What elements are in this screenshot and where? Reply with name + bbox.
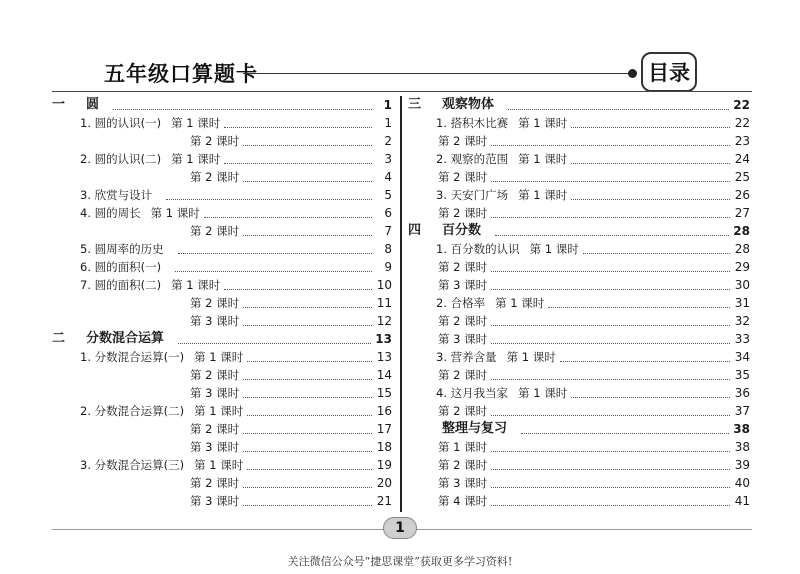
toc-section-row[interactable] xyxy=(52,330,392,348)
leader-dots xyxy=(243,307,372,308)
leader-dots xyxy=(508,109,729,110)
lesson-label: 第 2 课时 xyxy=(190,296,240,310)
toc-entry-row[interactable] xyxy=(52,258,392,276)
entry-title: 5. 圆周率的历史 xyxy=(80,242,164,256)
toc-entry-row[interactable] xyxy=(52,132,392,150)
toc-entry-row[interactable] xyxy=(408,168,750,186)
toc-entry-row[interactable] xyxy=(52,312,392,330)
entry-title: 6. 圆的面积(一) xyxy=(80,260,162,274)
page-ref: 14 xyxy=(376,368,392,382)
entry-title: 3. 天安门广场 xyxy=(436,188,509,202)
leader-dots xyxy=(491,451,730,452)
leader-dots xyxy=(491,181,730,182)
leader-dots xyxy=(495,235,729,236)
section-number: 一 xyxy=(52,97,66,112)
toc-entry-row[interactable] xyxy=(408,204,750,222)
entry-title: 2. 观察的范围 xyxy=(436,152,509,166)
lesson-label: 第 2 课时 xyxy=(190,170,240,184)
leader-dots xyxy=(571,397,730,398)
leader-dots xyxy=(491,343,730,344)
page-ref: 28 xyxy=(733,224,750,238)
page-ref: 22 xyxy=(733,98,750,112)
toc-left-column xyxy=(52,96,392,510)
page-ref: 17 xyxy=(376,422,392,436)
page-ref: 41 xyxy=(734,494,750,508)
toc-title: 目录 xyxy=(641,52,697,92)
leader-dots xyxy=(243,505,372,506)
section-title: 百分数 xyxy=(442,223,482,238)
toc-entry-row[interactable] xyxy=(408,402,750,420)
page-number: 1 xyxy=(383,517,417,539)
leader-dots xyxy=(491,271,730,272)
leader-dots xyxy=(521,433,729,434)
page-ref: 28 xyxy=(734,242,750,256)
leader-dots xyxy=(166,199,372,200)
leader-dots xyxy=(491,379,730,380)
lesson-label: 第 2 课时 xyxy=(438,368,488,382)
toc-entry-row[interactable] xyxy=(52,420,392,438)
toc-entry-row[interactable] xyxy=(52,240,392,258)
page-ref: 33 xyxy=(734,332,750,346)
toc-right-column xyxy=(408,96,750,510)
entry-title: 2. 合格率 xyxy=(436,296,486,310)
section-title: 圆 xyxy=(86,97,100,112)
leader-dots xyxy=(224,163,372,164)
toc-entry-row[interactable] xyxy=(52,456,392,474)
page-ref: 16 xyxy=(376,404,392,418)
leader-dots xyxy=(583,253,730,254)
toc-entry-row[interactable] xyxy=(52,294,392,312)
leader-dots xyxy=(243,433,372,434)
page-ref: 19 xyxy=(376,458,392,472)
entry-title: 7. 圆的面积(二) xyxy=(80,278,162,292)
leader-dots xyxy=(571,199,730,200)
leader-dots xyxy=(175,271,372,272)
toc-entry-row[interactable] xyxy=(408,474,750,492)
leader-dots xyxy=(224,127,372,128)
lesson-label: 第 2 课时 xyxy=(438,458,488,472)
section-number: 二 xyxy=(52,331,66,346)
page-ref: 9 xyxy=(384,260,392,274)
lesson-label: 第 1 课时 xyxy=(171,278,221,292)
page-ref: 26 xyxy=(734,188,750,202)
lesson-label: 第 1 课时 xyxy=(194,350,244,364)
lesson-label: 第 2 课时 xyxy=(438,404,488,418)
lesson-label: 第 2 课时 xyxy=(190,134,240,148)
toc-entry-row[interactable] xyxy=(52,348,392,366)
lesson-label: 第 1 课时 xyxy=(506,350,556,364)
page-ref: 29 xyxy=(734,260,750,274)
lesson-label: 第 2 课时 xyxy=(438,170,488,184)
lesson-label: 第 1 课时 xyxy=(529,242,579,256)
page-ref: 6 xyxy=(384,206,392,220)
leader-dots xyxy=(491,145,730,146)
lesson-label: 第 1 课时 xyxy=(518,386,568,400)
toc-entry-row[interactable] xyxy=(408,456,750,474)
lesson-label: 第 1 课时 xyxy=(518,116,568,130)
leader-dots xyxy=(243,379,372,380)
toc-section-row[interactable] xyxy=(408,222,750,240)
toc-section-row[interactable] xyxy=(52,96,392,114)
leader-dots xyxy=(560,361,730,362)
entry-title: 1. 圆的认识(一) xyxy=(80,116,162,130)
leader-dots xyxy=(243,235,372,236)
header-rule xyxy=(243,73,633,74)
toc-entry-row[interactable] xyxy=(408,258,750,276)
toc-entry-row[interactable] xyxy=(408,240,750,258)
leader-dots xyxy=(243,487,372,488)
lesson-label: 第 2 课时 xyxy=(190,422,240,436)
lesson-label: 第 3 课时 xyxy=(438,332,488,346)
toc-entry-row[interactable] xyxy=(52,492,392,510)
entry-title: 2. 圆的认识(二) xyxy=(80,152,162,166)
page-ref: 12 xyxy=(376,314,392,328)
entry-title: 4. 圆的周长 xyxy=(80,206,141,220)
toc-entry-row[interactable] xyxy=(52,114,392,132)
page-ref: 25 xyxy=(734,170,750,184)
toc-entry-row[interactable] xyxy=(408,366,750,384)
section-number: 四 xyxy=(408,223,422,238)
page-ref: 27 xyxy=(734,206,750,220)
page-ref: 20 xyxy=(376,476,392,490)
lesson-label: 第 1 课时 xyxy=(171,152,221,166)
leader-dots xyxy=(204,217,372,218)
toc-entry-row[interactable] xyxy=(408,330,750,348)
entry-title: 3. 营养含量 xyxy=(436,350,497,364)
toc-entry-row[interactable] xyxy=(408,492,750,510)
page-ref: 8 xyxy=(384,242,392,256)
leader-dots xyxy=(243,181,372,182)
leader-dots xyxy=(247,415,372,416)
toc-entry-row[interactable] xyxy=(408,132,750,150)
leader-dots xyxy=(571,127,730,128)
entry-title: 1. 分数混合运算(一) xyxy=(80,350,185,364)
entry-title: 3. 欣赏与设计 xyxy=(80,188,153,202)
lesson-label: 第 3 课时 xyxy=(190,440,240,454)
toc-section-row[interactable] xyxy=(408,420,750,438)
toc-entry-row[interactable] xyxy=(408,348,750,366)
page-ref: 1 xyxy=(384,116,392,130)
toc-entry-row[interactable] xyxy=(408,186,750,204)
lesson-label: 第 2 课时 xyxy=(438,206,488,220)
page-ref: 38 xyxy=(734,440,750,454)
lesson-label: 第 2 课时 xyxy=(438,314,488,328)
toc-entry-row[interactable] xyxy=(408,438,750,456)
lesson-label: 第 2 课时 xyxy=(190,368,240,382)
lesson-label: 第 3 课时 xyxy=(190,494,240,508)
lesson-label: 第 1 课时 xyxy=(518,188,568,202)
toc-entry-row[interactable] xyxy=(52,276,392,294)
section-title: 观察物体 xyxy=(442,97,495,112)
leader-dots xyxy=(178,343,371,344)
toc-entry-row[interactable] xyxy=(408,150,750,168)
entry-title: 1. 百分数的认识 xyxy=(436,242,520,256)
toc-section-row[interactable] xyxy=(408,96,750,114)
toc-entry-row[interactable] xyxy=(52,474,392,492)
lesson-label: 第 3 课时 xyxy=(190,386,240,400)
page-ref: 18 xyxy=(376,440,392,454)
section-title: 整理与复习 xyxy=(442,421,508,436)
toc-entry-row[interactable] xyxy=(408,276,750,294)
footer-note: 关注微信公众号“捷思课堂”获取更多学习资料! xyxy=(287,555,513,568)
page-ref: 5 xyxy=(384,188,392,202)
lesson-label: 第 1 课时 xyxy=(518,152,568,166)
entry-title: 3. 分数混合运算(三) xyxy=(80,458,185,472)
lesson-label: 第 1 课时 xyxy=(150,206,200,220)
lesson-label: 第 3 课时 xyxy=(438,278,488,292)
page-ref: 13 xyxy=(376,350,392,364)
leader-dots xyxy=(491,289,730,290)
leader-dots xyxy=(113,109,372,110)
column-divider xyxy=(400,96,402,512)
page-ref: 24 xyxy=(734,152,750,166)
lesson-label: 第 1 课时 xyxy=(171,116,221,130)
toc-entry-row[interactable] xyxy=(408,384,750,402)
entry-title: 4. 这月我当家 xyxy=(436,386,509,400)
toc-entry-row[interactable] xyxy=(52,438,392,456)
lesson-label: 第 1 课时 xyxy=(438,440,488,454)
page-ref: 34 xyxy=(734,350,750,364)
leader-dots xyxy=(548,307,730,308)
page-ref: 11 xyxy=(376,296,392,310)
section-number: 三 xyxy=(408,97,422,112)
page-ref: 7 xyxy=(384,224,392,238)
lesson-label: 第 2 课时 xyxy=(438,134,488,148)
leader-dots xyxy=(247,469,372,470)
toc-entry-row[interactable] xyxy=(408,294,750,312)
page-ref: 1 xyxy=(383,98,392,112)
page-ref: 37 xyxy=(734,404,750,418)
toc-entry-row[interactable] xyxy=(52,366,392,384)
leader-dots xyxy=(247,361,372,362)
toc-entry-row[interactable] xyxy=(52,384,392,402)
leader-dots xyxy=(178,253,372,254)
toc-entry-row[interactable] xyxy=(52,168,392,186)
page-ref: 36 xyxy=(734,386,750,400)
page-ref: 21 xyxy=(376,494,392,508)
page-ref: 40 xyxy=(734,476,750,490)
lesson-label: 第 2 课时 xyxy=(190,224,240,238)
leader-dots xyxy=(243,451,372,452)
section-title: 分数混合运算 xyxy=(86,331,165,346)
top-rule xyxy=(52,91,752,92)
page-ref: 15 xyxy=(376,386,392,400)
page-ref: 3 xyxy=(384,152,392,166)
page-ref: 38 xyxy=(733,422,750,436)
lesson-label: 第 1 课时 xyxy=(194,458,244,472)
leader-dots xyxy=(243,145,372,146)
page-ref: 22 xyxy=(734,116,750,130)
lesson-label: 第 2 课时 xyxy=(438,260,488,274)
leader-dots xyxy=(243,325,372,326)
toc-entry-row[interactable] xyxy=(52,204,392,222)
leader-dots xyxy=(243,397,372,398)
page-ref: 4 xyxy=(384,170,392,184)
page-ref: 23 xyxy=(734,134,750,148)
toc-entry-row[interactable] xyxy=(408,312,750,330)
page-ref: 13 xyxy=(375,332,392,346)
lesson-label: 第 3 课时 xyxy=(438,476,488,490)
page-header xyxy=(0,0,800,90)
page-ref: 10 xyxy=(376,278,392,292)
entry-title: 1. 搭积木比赛 xyxy=(436,116,509,130)
leader-dots xyxy=(224,289,372,290)
page-ref: 35 xyxy=(734,368,750,382)
lesson-label: 第 4 课时 xyxy=(438,494,488,508)
page-ref: 32 xyxy=(734,314,750,328)
leader-dots xyxy=(491,505,730,506)
toc-entry-row[interactable] xyxy=(52,222,392,240)
entry-title: 2. 分数混合运算(二) xyxy=(80,404,185,418)
lesson-label: 第 1 课时 xyxy=(495,296,545,310)
book-title: 五年级口算题卡 xyxy=(104,62,258,86)
toc-entry-row[interactable] xyxy=(52,150,392,168)
leader-dots xyxy=(491,487,730,488)
toc-entry-row[interactable] xyxy=(408,114,750,132)
lesson-label: 第 3 课时 xyxy=(190,314,240,328)
leader-dots xyxy=(571,163,730,164)
header-dot xyxy=(628,69,637,78)
page-ref: 2 xyxy=(384,134,392,148)
toc-entry-row[interactable] xyxy=(52,402,392,420)
leader-dots xyxy=(491,469,730,470)
page-ref: 30 xyxy=(734,278,750,292)
toc-entry-row[interactable] xyxy=(52,186,392,204)
leader-dots xyxy=(491,217,730,218)
page-ref: 39 xyxy=(734,458,750,472)
page-ref: 31 xyxy=(734,296,750,310)
leader-dots xyxy=(491,415,730,416)
lesson-label: 第 1 课时 xyxy=(194,404,244,418)
leader-dots xyxy=(491,325,730,326)
lesson-label: 第 2 课时 xyxy=(190,476,240,490)
